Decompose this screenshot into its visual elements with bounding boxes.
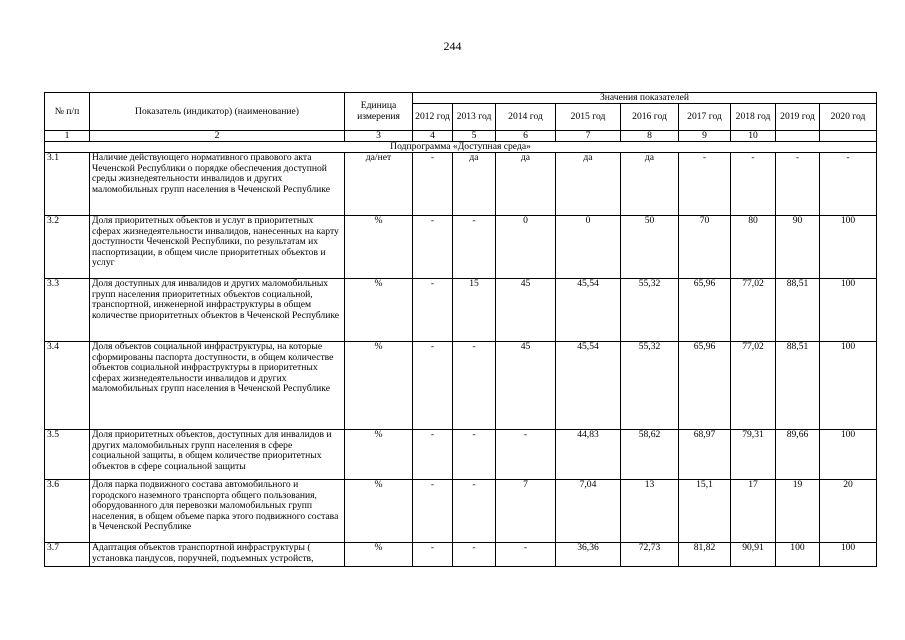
value-cell: 65,96 [679,342,731,430]
value-cell: 50 [621,216,679,279]
table-row [45,153,877,216]
table-row [45,216,877,279]
value-cell: 44,83 [556,430,621,480]
value-cell: - [453,216,496,279]
value-cell: - [413,279,453,342]
value-cell: - [413,216,453,279]
value-cell: 88,51 [776,342,820,430]
value-cell: 79,31 [731,430,776,480]
value-cell: 100 [820,430,877,480]
column-number [820,131,877,142]
column-number: 8 [621,131,679,142]
table-row [45,279,877,342]
indicator-name: Доля приоритетных объектов, доступных для инвалидов и других маломобильных групп населения в сфере социальной защиты, в общем количестве приоритетных объектов в сфере социальной защиты [90,430,345,480]
value-cell: 77,02 [731,279,776,342]
value-cell: 90,91 [731,543,776,567]
value-cell: - [776,153,820,216]
value-cell: 100 [820,216,877,279]
column-number [776,131,820,142]
column-number: 5 [453,131,496,142]
row-number: 3.3 [45,279,90,342]
value-cell: 36,36 [556,543,621,567]
value-cell: 15,1 [679,480,731,543]
data-rows [45,153,877,567]
unit-cell: % [345,216,413,279]
value-cell: 55,32 [621,279,679,342]
value-cell: 65,96 [679,279,731,342]
value-cell: 45,54 [556,279,621,342]
value-cell: - [731,153,776,216]
value-cell: - [413,543,453,567]
unit-cell: % [345,480,413,543]
row-number: 3.2 [45,216,90,279]
header-num: № п/п [45,93,90,131]
header-year: 2019 год [776,104,820,131]
value-cell: 89,66 [776,430,820,480]
value-cell: 0 [556,216,621,279]
subprogram-title: Подпрограмма «Доступная среда» [45,142,877,153]
value-cell: 81,82 [679,543,731,567]
column-number: 2 [90,131,345,142]
column-number: 3 [345,131,413,142]
unit-cell: % [345,279,413,342]
value-cell: - [413,342,453,430]
row-number: 3.4 [45,342,90,430]
value-cell: 68,97 [679,430,731,480]
row-number: 3.5 [45,430,90,480]
header-year: 2016 год [621,104,679,131]
value-cell: 80 [731,216,776,279]
table-row [45,342,877,430]
header-year: 2015 год [556,104,621,131]
row-number: 3.6 [45,480,90,543]
value-cell: 13 [621,480,679,543]
value-cell: 45 [496,342,556,430]
table-row [45,543,877,567]
header-year: 2014 год [496,104,556,131]
value-cell: - [413,480,453,543]
value-cell: - [413,153,453,216]
value-cell: 15 [453,279,496,342]
subprogram-row [45,142,877,153]
row-number: 3.1 [45,153,90,216]
value-cell: 100 [820,279,877,342]
unit-cell: % [345,430,413,480]
column-number-row [45,131,877,142]
column-number: 4 [413,131,453,142]
value-cell: 100 [820,543,877,567]
value-cell: 55,32 [621,342,679,430]
header-year: 2012 год [413,104,453,131]
header-indicator: Показатель (индикатор) (наименование) [90,93,345,131]
indicator-name: Наличие действующего нормативного правового акта Чеченской Республики о порядке обеспечения доступной среды жизнедеятельности инвалидов и других маломобильных групп населения в Чеченской Республике [90,153,345,216]
value-cell: 77,02 [731,342,776,430]
indicators-table [44,92,877,567]
value-cell: 19 [776,480,820,543]
column-number: 1 [45,131,90,142]
value-cell: 88,51 [776,279,820,342]
header-values-group: Значения показателей [413,93,877,104]
value-cell: 7,04 [556,480,621,543]
indicator-name: Адаптация объектов транспортной инфраструктуры ( установка пандусов, поручней, подъемных устройств, [90,543,345,567]
value-cell: да [621,153,679,216]
value-cell: 100 [820,342,877,430]
column-number: 6 [496,131,556,142]
value-cell: - [679,153,731,216]
value-cell: - [496,543,556,567]
header-year: 2013 год [453,104,496,131]
unit-cell: % [345,543,413,567]
value-cell: да [496,153,556,216]
value-cell: 45 [496,279,556,342]
value-cell: 0 [496,216,556,279]
unit-cell: да/нет [345,153,413,216]
row-number: 3.7 [45,543,90,567]
value-cell: 58,62 [621,430,679,480]
value-cell: 7 [496,480,556,543]
value-cell: да [556,153,621,216]
value-cell: 45,54 [556,342,621,430]
unit-cell: % [345,342,413,430]
page-number: 244 [443,39,462,53]
indicator-name: Доля объектов социальной инфраструктуры, на которые сформированы паспорта доступности, в общем количестве объектов социальной инфраструктуры в приоритетных сферах жизнедеятельности инвалидов и других маломобильных групп населения в Чеченской Республике [90,342,345,430]
header-year: 2018 год [731,104,776,131]
indicator-name: Доля доступных для инвалидов и других маломобильных групп населения приоритетных объектов социальной, транспортной, инженерной инфраструктуры в общем количестве приоритетных объектов в Чеченской Республике [90,279,345,342]
column-number: 9 [679,131,731,142]
header-year: 2017 год [679,104,731,131]
column-number: 10 [731,131,776,142]
indicator-name: Доля парка подвижного состава автомобильного и городского наземного транспорта общего пользования, оборудованного для перевозки маломобильных групп населения, в общем объеме парка этого подвижного состава в Чеченской Республике [90,480,345,543]
value-cell: 17 [731,480,776,543]
value-cell: - [496,430,556,480]
value-cell: да [453,153,496,216]
value-cell: 72,73 [621,543,679,567]
value-cell: 20 [820,480,877,543]
indicator-name: Доля приоритетных объектов и услуг в приоритетных сферах жизнедеятельности инвалидов, нанесенных на карту доступности Чеченской Республики, по результатам их паспортизации, в общем числе приоритетных объектов и услуг [90,216,345,279]
value-cell: - [453,543,496,567]
table-row [45,480,877,543]
value-cell: 100 [776,543,820,567]
column-number: 7 [556,131,621,142]
value-cell: 90 [776,216,820,279]
value-cell: - [413,430,453,480]
value-cell: - [453,342,496,430]
value-cell: - [453,430,496,480]
value-cell: - [820,153,877,216]
header-year: 2020 год [820,104,877,131]
value-cell: 70 [679,216,731,279]
table-row [45,430,877,480]
value-cell: - [453,480,496,543]
header-unit: Единица измерения [345,93,413,131]
